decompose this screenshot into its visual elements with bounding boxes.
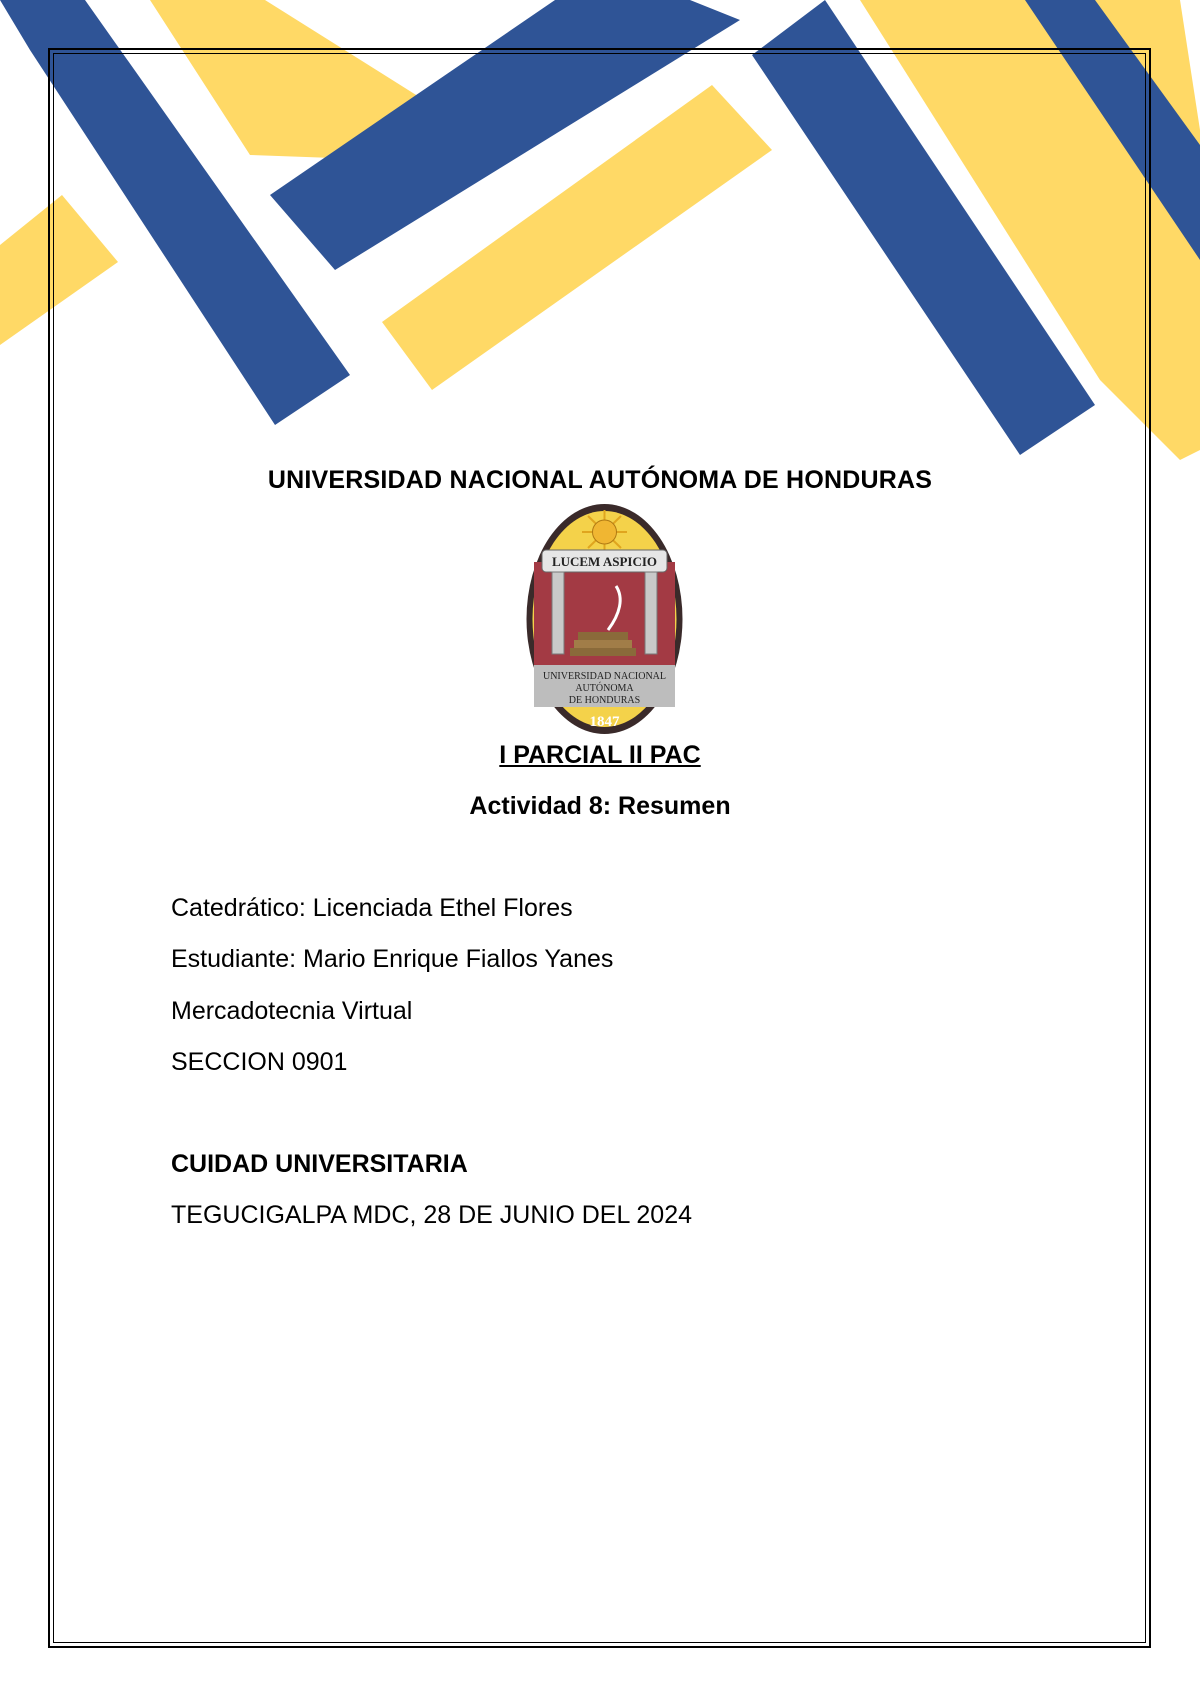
university-name: UNIVERSIDAD NACIONAL AUTÓNOMA DE HONDURAS	[267, 466, 933, 494]
activity-title: Actividad 8: Resumen	[469, 792, 731, 820]
seal-band-line2: AUTÓNOMA	[575, 683, 634, 694]
teacher-line: Catedrático: Licenciada Ethel Flores	[171, 894, 573, 922]
left-column	[552, 572, 564, 654]
place-line: CUIDAD UNIVERSITARIA	[171, 1150, 468, 1178]
sun-icon	[582, 510, 627, 554]
exam-title: I PARCIAL II PAC	[499, 741, 701, 769]
student-line: Estudiante: Mario Enrique Fiallos Yanes	[171, 945, 614, 973]
section-line: SECCION 0901	[171, 1048, 348, 1076]
seal-year: 1847	[589, 714, 620, 730]
right-column	[645, 572, 657, 654]
seal-band-line1: UNIVERSIDAD NACIONAL	[542, 671, 667, 682]
seal-motto: LUCEM ASPICIO	[551, 554, 658, 569]
page-border-inner	[53, 53, 1146, 1643]
book-icon	[578, 632, 628, 640]
seal-band-line3: DE HONDURAS	[568, 695, 641, 706]
course-line: Mercadotecnia Virtual	[171, 997, 413, 1025]
city-date-line: TEGUCIGALPA MDC, 28 DE JUNIO DEL 2024	[171, 1201, 692, 1229]
university-seal	[524, 502, 685, 736]
